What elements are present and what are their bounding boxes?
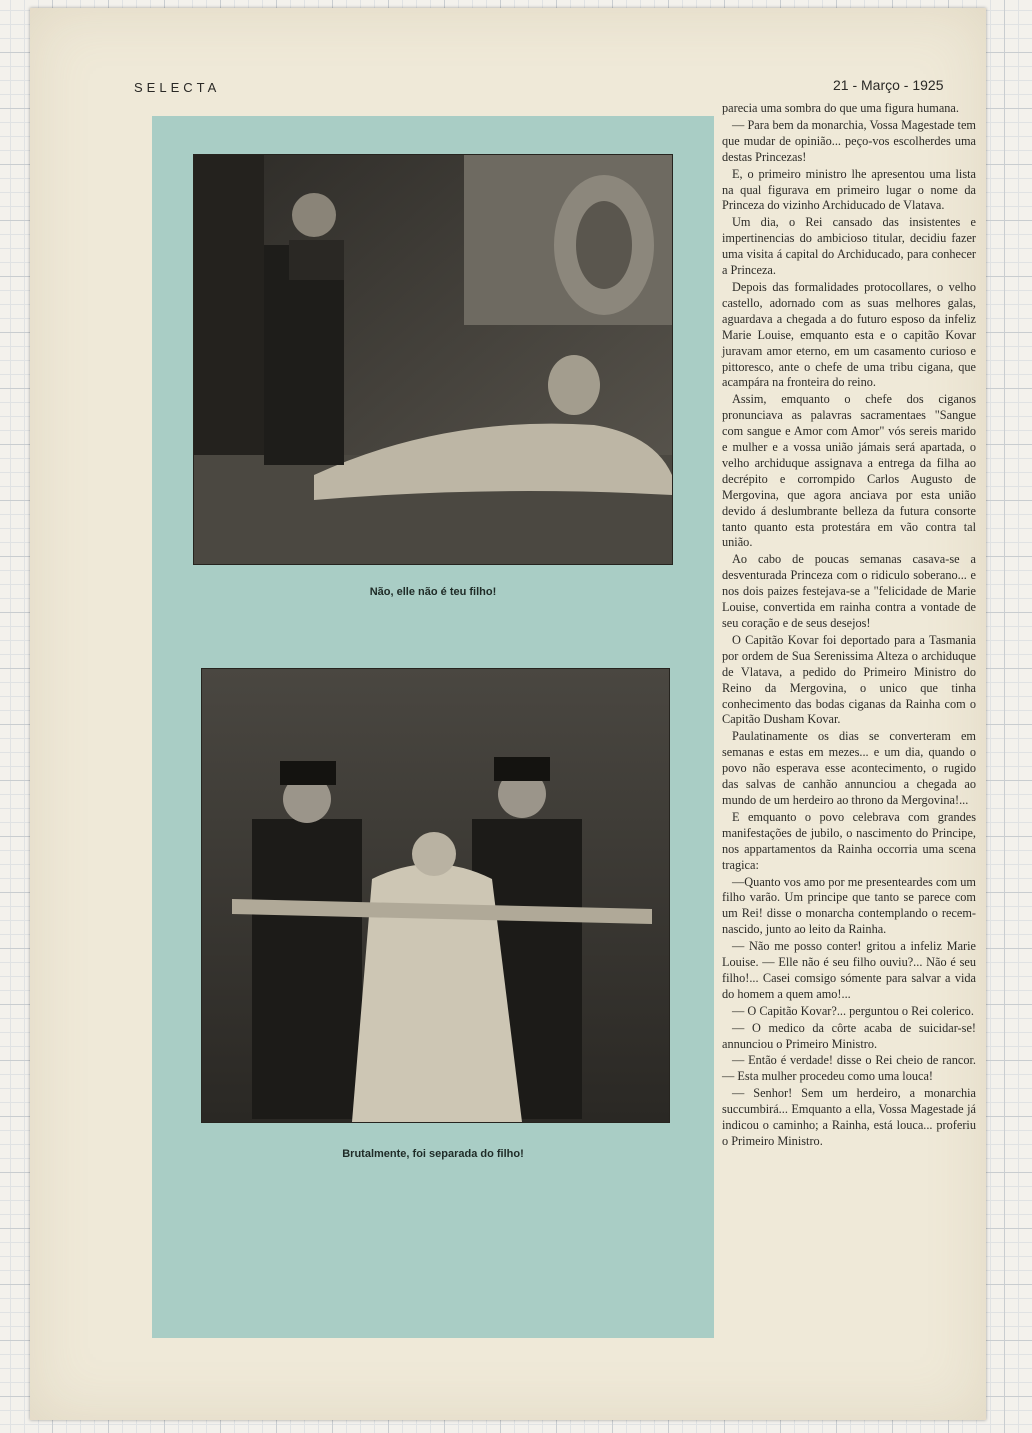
separation-scene-image xyxy=(202,669,669,1122)
article-paragraph: Paulatinamente os dias se converteram em semanas e estas em mezes... e um dia, quando o povo não esperava esse acontecimento, o rugido das salvas de canhão annunciou a chegada ao mundo de um herdeiro ao throno da Mergovina!... xyxy=(722,729,976,807)
magazine-title: SELECTA xyxy=(134,80,221,95)
photo-panel xyxy=(152,116,714,1338)
article-paragraph: Um dia, o Rei cansado das insistentes e impertinencias do ambicioso titular, decidiu fazer uma visita á capital do Archiducado, para conhecer a Princeza. xyxy=(722,215,976,278)
article-paragraph: parecia uma sombra do que uma figura humana. xyxy=(722,101,959,115)
article-paragraph: — O Capitão Kovar?... perguntou o Rei colerico. xyxy=(732,1003,974,1018)
photo-caption-2: Brutalmente, foi separada do filho! xyxy=(342,1148,524,1160)
article-column xyxy=(722,101,976,1151)
bedroom-scene-image xyxy=(194,155,672,564)
photo-caption-1: Não, elle não é teu filho! xyxy=(369,586,497,598)
article-paragraph: — Não me posso conter! gritou a infeliz Marie Louise. — Elle não é seu filho ouviu?... Não é seu filho!... Casei comsigo sómente para salvar a vida do homem a quem amo!... xyxy=(722,939,976,1001)
article-paragraph: —Quanto vos amo por me presenteardes com um filho varão. Um principe que tanto se parece com um Rei! disse o monarcha contemplando o recem-nascido, junto ao leito da Rainha. xyxy=(722,874,976,937)
article-paragraph: Assim, emquanto o chefe dos ciganos pronunciava as palavras sacramentaes "Sangue com sangue e Amor com Amor" vós sereis marido e mulher e a vossa união jámais será apartada, o velho archiduque assignava a entrega da filha ao decrépito e corrompido Carlos Augusto de Mergovina, que agora anciava por esta união devido á deslumbrante belleza da futura consorte tanto quanto esta protestára em vão contra tal união. xyxy=(722,392,976,550)
photo-separation-scene xyxy=(201,668,670,1123)
article-paragraph: — Então é verdade! disse o Rei cheio de rancor. — Esta mulher procedeu como uma louca! xyxy=(722,1053,976,1084)
article-paragraph: E emquanto o povo celebrava com grandes manifestações de jubilo, o nascimento do Principe, nos appartamentos da Rainha occorria uma scena tragica: xyxy=(722,809,976,872)
article-paragraph: — Senhor! Sem um herdeiro, a monarchia succumbirá... Emquanto a ella, Vossa Magestade já indicou o caminho; a Rainha, está louca... proferiu o Primeiro Ministro. xyxy=(722,1086,976,1148)
article-paragraph: O Capitão Kovar foi deportado para a Tasmania por ordem de Sua Serenissima Alteza o archiduque de Vlatava, a pedido do Primeiro Ministro do Reino da Mergovina, o unico que tinha conhecimento das bodas ciganas da Rainha com o Capitão Dusham Kovar. xyxy=(722,632,976,727)
photo-bedroom-scene xyxy=(193,154,673,565)
article-paragraph: — O medico da côrte acaba de suicidar-se! annunciou o Primeiro Ministro. xyxy=(722,1020,976,1051)
magazine-page xyxy=(30,8,986,1420)
article-paragraph: Ao cabo de poucas semanas casava-se a desventurada Princeza com o ridiculo soberano... e nos dois paizes festejava-se a "felicidade de Marie Louise, convertida em rainha contra a vontade de seu coração e de seus desejos! xyxy=(722,552,976,630)
issue-date: 21 - Março - 1925 xyxy=(833,77,944,93)
article-paragraph: — Para bem da monarchia, Vossa Magestade tem que mudar de opinião... peço-vos escolherdes uma destas Princezas! xyxy=(722,117,976,164)
article-paragraph: Depois das formalidades protocollares, o velho castello, adornado com as suas melhores galas, aguardava a chegada a do futuro esposo da infeliz Marie Louise, emquanto esta e o capitão Kovar juravam amor eterno, em um casamento curioso e pittoresco, ante o chefe de uma tribu cigana, que acampára na fronteira do reino. xyxy=(722,279,976,390)
article-paragraph: E, o primeiro ministro lhe apresentou uma lista na qual figurava em primeiro lugar o nome da Princeza do vizinho Archiducado de Vlatava. xyxy=(722,166,976,213)
